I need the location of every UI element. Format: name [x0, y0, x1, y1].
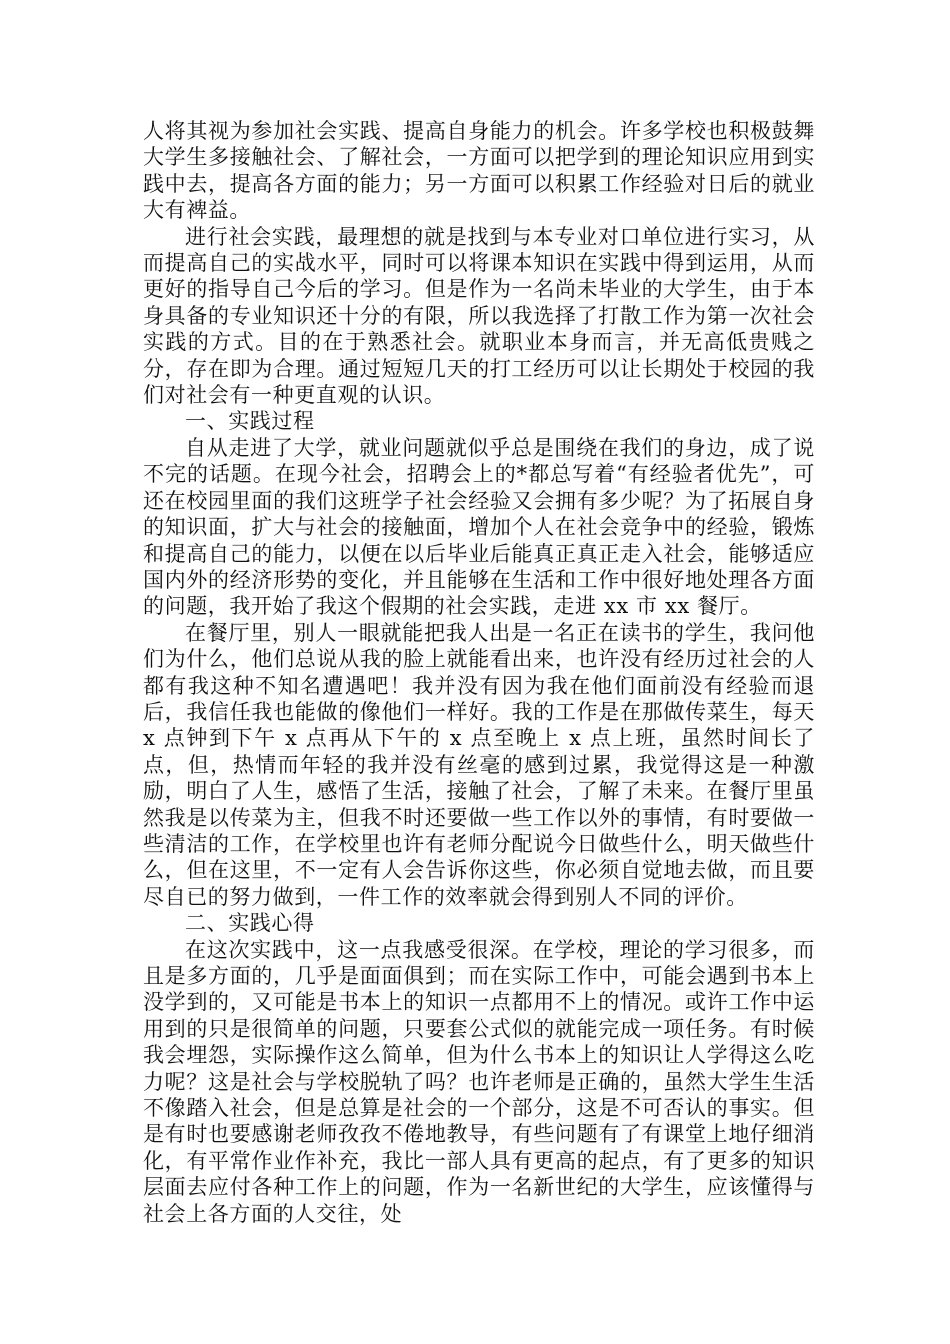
- paragraph-social-practice-intro: 进行社会实践，最理想的就是找到与本专业对口单位进行实习，从而提高自己的实战水平，同时可以将课本知识在实践中得到运用，从而更好的指导自己今后的学习。但是作为一名尚未毕业的大学生，由于本身具备的专业知识还十分的有限，所以我选择了打散工作为第一次社会实践的方式。目的在于熟悉社会。就职业本身而言，并无高低贵贱之分，存在即为合理。通过短短几天的打工经历可以让长期处于校园的我们对社会有一种更直观的认识。: [143, 224, 815, 408]
- section-heading-practice-process: 一、实践过程: [185, 409, 315, 434]
- section-heading-practice-insights: 二、实践心得: [185, 911, 315, 936]
- paragraph-continuation: 人将其视为参加社会实践、提高自身能力的机会。许多学校也积极鼓舞大学生多接触社会、了解社会，一方面可以把学到的理论知识应用到实践中去，提高各方面的能力；另一方面可以积累工作经验对日后的就业大有裨益。: [143, 119, 815, 223]
- paragraph-restaurant-work: 在餐厅里，别人一眼就能把我人出是一名正在读书的学生，我问他们为什么，他们总说从我的脸上就能看出来，也许没有经历过社会的人都有我这种不知名遭遇吧！我并没有因为我在他们面前没有经验而退后，我信任我也能做的像他们一样好。我的工作是在那做传菜生，每天 x 点钟到下午 x 点再从下午的 x 点至晚上 x 点上班，虽然时间长了点，但，热情而年轻的我并没有丝毫的感到过累，我觉得这是一种激励，明白了人生，感悟了生活，接触了社会，了解了未来。在餐厅里虽然我是以传菜为主，但我不时还要做一些工作以外的事情，有时要做一些清洁的工作，在学校里也许有老师分配说今日做些什么，明天做些什么，但在这里，不一定有人会告诉你这些，你必须自觉地去做，而且要尽自已的努力做到，一件工作的效率就会得到别人不同的评价。: [143, 620, 815, 909]
- paragraph-insights: 在这次实践中，这一点我感受很深。在学校，理论的学习很多，而且是多方面的，几乎是面面俱到；而在实际工作中，可能会遇到书本上没学到的，又可能是书本上的知识一点都用不上的情况。或许工作中运用到的只是很简单的问题，只要套公式似的就能完成一项任务。有时候我会埋怨，实际操作这么简单，但为什么书本上的知识让人学得这么吃力呢？这是社会与学校脱轨了吗？也许老师是正确的，虽然大学生生活不像踏入社会，但是总算是社会的一个部分，这是不可否认的事实。但是有时也要感谢老师孜孜不倦地教导，有些问题有了有课堂上地仔细消化，有平常作业作补充，我比一部人具有更高的起点，有了更多的知识层面去应付各种工作上的问题，作为一名新世纪的大学生，应该懂得与社会上各方面的人交往，处: [143, 937, 815, 1226]
- document-body: [143, 118, 815, 1227]
- paragraph-employment-issue: 自从走进了大学，就业问题就似乎总是围绕在我们的身边，成了说不完的话题。在现今社会，招聘会上的*都总写着“有经验者优先”，可还在校园里面的我们这班学子社会经验又会拥有多少呢？为了拓展自身的知识面，扩大与社会的接触面，增加个人在社会竞争中的经验，锻炼和提高自己的能力，以便在以后毕业后能真正真正走入社会，能够适应国内外的经济形势的变化，并且能够在生活和工作中很好地处理各方面的问题，我开始了我这个假期的社会实践，走进 xx 市 xx 餐厅。: [143, 435, 815, 619]
